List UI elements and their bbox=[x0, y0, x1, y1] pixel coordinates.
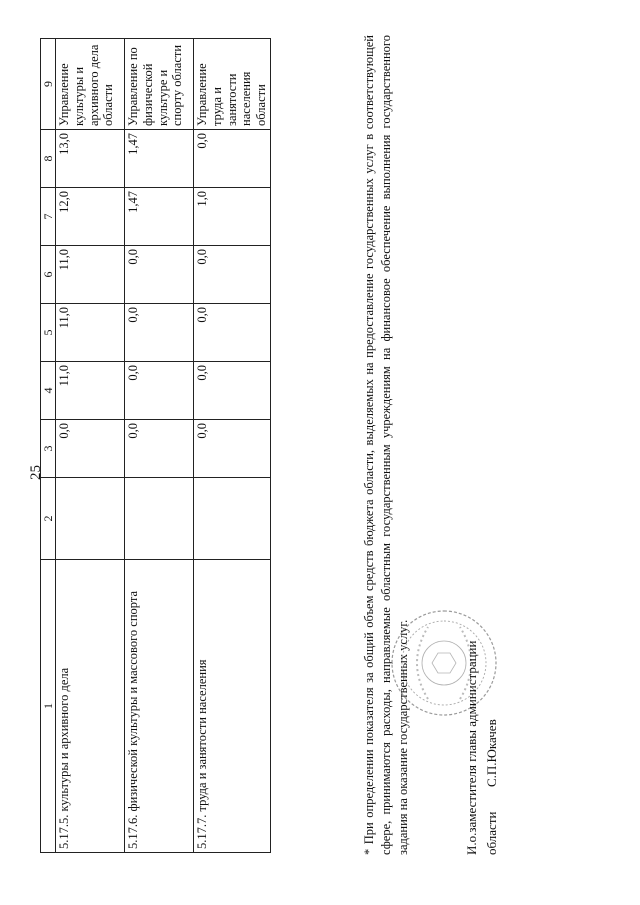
table-cell bbox=[194, 478, 271, 560]
signatory-position: И.о.заместителя главы администрации bbox=[464, 640, 479, 855]
table-cell: 11,0 bbox=[56, 246, 125, 304]
table-cell: 0,0 bbox=[56, 420, 125, 478]
table-row bbox=[56, 39, 125, 853]
column-header: 3 bbox=[41, 420, 56, 478]
column-header: 4 bbox=[41, 362, 56, 420]
table-row bbox=[194, 39, 271, 853]
signatory-name: С.П.Юкачев bbox=[483, 719, 499, 788]
table-cell bbox=[56, 478, 125, 560]
responsible-cell: Управление по физической культуре и спорту области bbox=[125, 39, 194, 130]
table-cell: 0,0 bbox=[194, 246, 271, 304]
table-cell bbox=[125, 478, 194, 560]
indicator-table bbox=[40, 38, 271, 853]
indicator-name-cell: 5.17.7. труда и занятости населения bbox=[194, 560, 271, 853]
table-cell: 0,0 bbox=[194, 420, 271, 478]
table-row bbox=[125, 39, 194, 853]
column-header: 5 bbox=[41, 304, 56, 362]
column-header: 2 bbox=[41, 478, 56, 560]
responsible-cell: Управление труда и занятости населения области bbox=[194, 39, 271, 130]
indicator-name-cell: 5.17.5. культуры и архивного дела bbox=[56, 560, 125, 853]
column-header: 9 bbox=[41, 39, 56, 130]
table-header-row bbox=[41, 39, 56, 853]
responsible-cell: Управление культуры и архивного дела области bbox=[56, 39, 125, 130]
column-header: 1 bbox=[41, 560, 56, 853]
column-header: 7 bbox=[41, 188, 56, 246]
table-cell: 0,0 bbox=[125, 246, 194, 304]
table-cell: 0,0 bbox=[194, 130, 271, 188]
indicator-name-cell: 5.17.6. физической культуры и массового спорта bbox=[125, 560, 194, 853]
table-cell: 11,0 bbox=[56, 362, 125, 420]
column-header: 6 bbox=[41, 246, 56, 304]
table-cell: 0,0 bbox=[125, 420, 194, 478]
table-cell: 1,47 bbox=[125, 188, 194, 246]
signatory-position-cont: области bbox=[483, 811, 499, 855]
table-cell: 0,0 bbox=[125, 304, 194, 362]
table-cell: 0,0 bbox=[194, 362, 271, 420]
table-cell: 13,0 bbox=[56, 130, 125, 188]
table-cell: 1,0 bbox=[194, 188, 271, 246]
page-number: 25 bbox=[28, 465, 44, 480]
table-cell: 12,0 bbox=[56, 188, 125, 246]
table-cell: 1,47 bbox=[125, 130, 194, 188]
table-cell: 11,0 bbox=[56, 304, 125, 362]
table-cell: 0,0 bbox=[125, 362, 194, 420]
table-cell: 0,0 bbox=[194, 304, 271, 362]
footnote: * При определении показателя за общий объем средств бюджета области, выделяемых на предоставление государственных услуг в соответствующей сфере, принимаются расходы, направляемые областным государственным учреждениям на финансовое обеспечение выполнения государственного задания на оказание государственных услуг. bbox=[362, 35, 410, 855]
signature-block bbox=[462, 641, 501, 855]
column-header: 8 bbox=[41, 130, 56, 188]
